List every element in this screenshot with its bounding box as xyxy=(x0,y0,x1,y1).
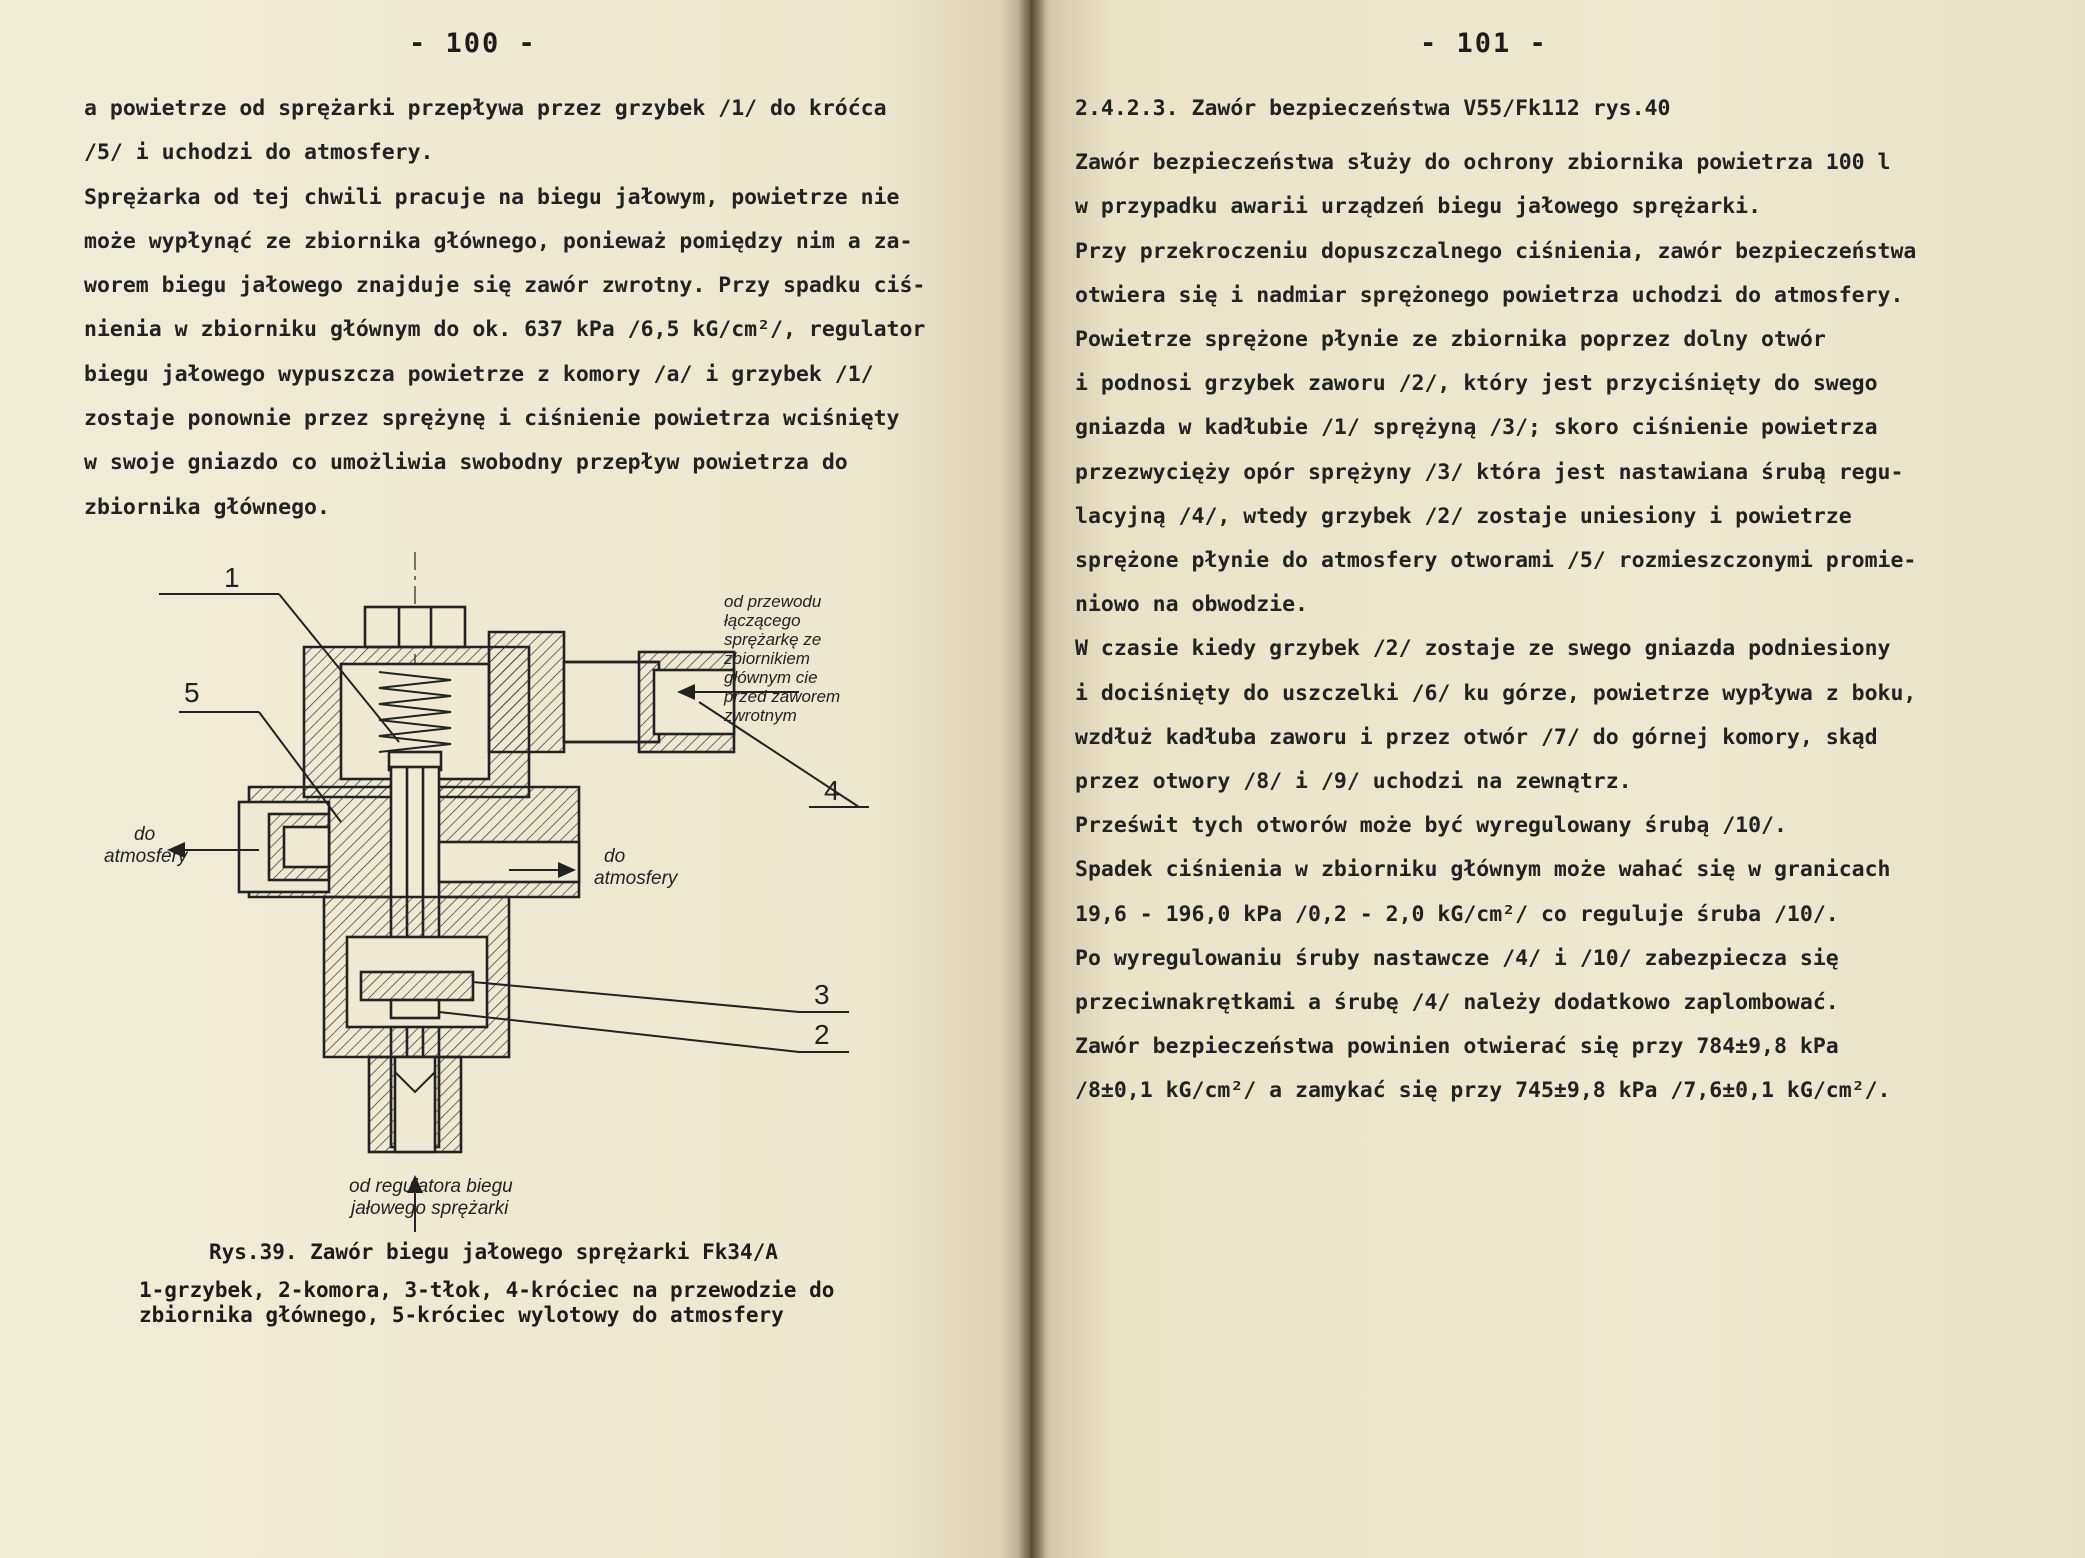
text-line: otwiera się i nadmiar sprężonego powietrza uchodzi do atmosfery. xyxy=(1075,282,1904,308)
text-line: przeciwnakrętkami a śrubę /4/ należy dodatkowo zaplombować. xyxy=(1075,990,1839,1016)
text-line: Zawór bezpieczeństwa służy do ochrony zbiornika powietrza 100 l xyxy=(1075,150,1891,176)
text-line: i podnosi grzybek zaworu /2/, który jest przyciśnięty do swego xyxy=(1075,371,1878,397)
part-label-5: 5 xyxy=(184,676,200,708)
part-label-2: 2 xyxy=(814,1018,830,1050)
label-regulator-line: od regulatora biegu xyxy=(349,1175,513,1197)
text-line: przezwycięży opór sprężyny /3/ która jest nastawiana śrubą regu- xyxy=(1075,459,1904,485)
label-inlet-line: od przewodu xyxy=(724,591,822,611)
text-line: Zawór bezpieczeństwa powinien otwierać się przy 784±9,8 kPa xyxy=(1075,1034,1839,1060)
part-label-1: 1 xyxy=(224,561,240,593)
label-inlet-line: łączącego xyxy=(724,610,801,630)
part-label-4: 4 xyxy=(824,774,840,806)
label-inlet-line: zwrotnym xyxy=(724,705,797,725)
figure-legend-line: 1-grzybek, 2-komora, 3-tłok, 4-króciec na przewodzie do xyxy=(139,1277,835,1302)
text-line: w swoje gniazdo co umożliwia swobodny przepływ powietrza do xyxy=(84,450,848,476)
page-number-right: - 101 - xyxy=(1420,28,1548,59)
figure-caption: Rys.39. Zawór biegu jałowego sprężarki Fk34/A xyxy=(209,1239,778,1264)
text-line: Prześwit tych otworów może być wyregulowany śrubą /10/. xyxy=(1075,813,1787,839)
text-line: /5/ i uchodzi do atmosfery. xyxy=(84,140,434,166)
left-page xyxy=(0,0,1030,1558)
text-line: sprężone płynie do atmosfery otworami /5/ rozmieszczonymi promie- xyxy=(1075,548,1917,574)
label-outlet-right-line: do xyxy=(604,845,626,867)
text-line: zostaje ponownie przez sprężynę i ciśnienie powietrza wciśnięty xyxy=(84,406,900,432)
book-gutter xyxy=(1018,0,1046,1558)
text-line: przez otwory /8/ i /9/ uchodzi na zewnątrz. xyxy=(1075,769,1632,795)
text-line: Powietrze sprężone płynie ze zbiornika poprzez dolny otwór xyxy=(1075,327,1826,353)
label-regulator-line: jałowego sprężarki xyxy=(351,1197,509,1219)
text-line: W czasie kiedy grzybek /2/ zostaje ze swego gniazda podniesiony xyxy=(1075,636,1891,662)
left-page-body xyxy=(84,87,1010,530)
right-page xyxy=(1030,0,2085,1558)
label-inlet-line: głównym cie xyxy=(724,667,818,687)
text-line: wzdłuż kadłuba zaworu i przez otwór /7/ do górnej komory, skąd xyxy=(1075,724,1878,750)
text-line: 19,6 - 196,0 kPa /0,2 - 2,0 kG/cm²/ co reguluje śruba /10/. xyxy=(1075,901,1839,927)
text-line: a powietrze od sprężarki przepływa przez grzybek /1/ do króćca xyxy=(84,96,887,121)
text-line: może wypłynąć ze zbiornika głównego, ponieważ pomiędzy nim a za- xyxy=(84,228,913,254)
text-line: nienia w zbiorniku głównym do ok. 637 kPa /6,5 kG/cm²/, regulator xyxy=(84,317,926,343)
label-inlet-line: zbiornikiem xyxy=(724,648,810,668)
text-line: Przy przekroczeniu dopuszczalnego ciśnienia, zawór bezpieczeństwa xyxy=(1075,238,1917,264)
text-line: w przypadku awarii urządzeń biegu jałowego sprężarki. xyxy=(1075,194,1762,220)
figure-legend-line: zbiornika głównego, 5-króciec wylotowy do atmosfery xyxy=(139,1302,784,1327)
label-inlet-line: sprężarkę ze xyxy=(724,629,822,649)
text-line: worem biegu jałowego znajduje się zawór zwrotny. Przy spadku ciś- xyxy=(84,273,926,299)
valve-cross-section-figure xyxy=(79,552,939,1232)
part-label-3: 3 xyxy=(814,978,830,1010)
text-line: Po wyregulowaniu śruby nastawcze /4/ i /10/ zabezpiecza się xyxy=(1075,945,1839,971)
text-line: niowo na obwodzie. xyxy=(1075,592,1308,618)
label-inlet-line: przed zaworem xyxy=(724,686,841,706)
text-line: /8±0,1 kG/cm²/ a zamykać się przy 745±9,8 kPa /7,6±0,1 kG/cm²/. xyxy=(1075,1078,1891,1104)
text-line: lacyjną /4/, wtedy grzybek /2/ zostaje uniesiony i powietrze xyxy=(1075,503,1852,529)
section-heading: 2.4.2.3. Zawór bezpieczeństwa V55/Fk112 rys.40 xyxy=(1075,96,1671,121)
label-outlet-left-line: atmosfery xyxy=(104,845,188,867)
text-line: zbiornika głównego. xyxy=(84,494,330,520)
text-line: Spadek ciśnienia w zbiorniku głównym może wahać się w granicach xyxy=(1075,857,1891,883)
right-page-body xyxy=(1075,141,2055,1113)
page-number-left: - 100 - xyxy=(409,28,537,59)
text-line: Sprężarka od tej chwili pracuje na biegu jałowym, powietrze nie xyxy=(84,184,900,210)
text-line: biegu jałowego wypuszcza powietrze z komory /a/ i grzybek /1/ xyxy=(84,361,874,387)
label-outlet-left-line: do xyxy=(134,823,156,845)
text-line: i dociśnięty do uszczelki /6/ ku górze, powietrze wypływa z boku, xyxy=(1075,680,1917,706)
text-line: gniazda w kadłubie /1/ sprężyną /3/; skoro ciśnienie powietrza xyxy=(1075,415,1878,441)
valve-drawing xyxy=(79,552,939,1232)
label-outlet-right-line: atmosfery xyxy=(594,867,678,889)
